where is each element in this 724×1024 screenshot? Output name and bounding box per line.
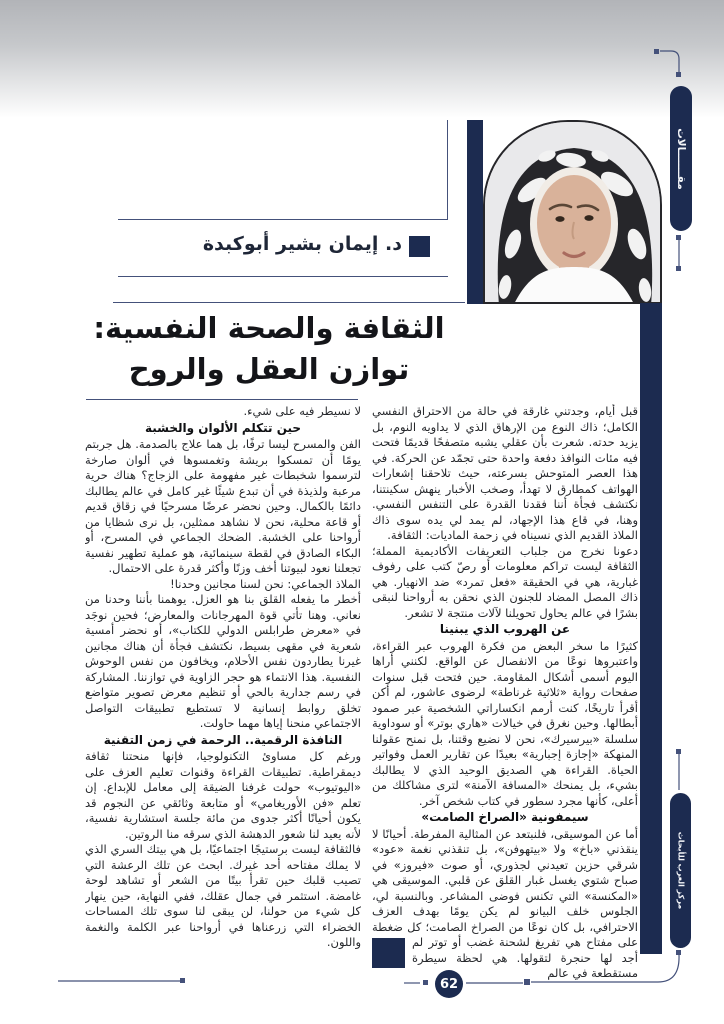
- body-paragraph: ورغم كل مساوئ التكنولوجيا، فإنها منحتنا ثقافة ديمقراطية. تطبيقات القراءة وقنوات تعليم العزف على «اليوتيوب» حولت غرفنا الضيقة إلى معامل للإبداع. إن تعلم «فن الأوريغامي» أو متابعة وثائقي عن النجوم قد يكون أحيانًا أكثر جدوى من مائة جلسة استشارية نفسية، لأنه يعيد لنا شعور الدهشة الذي سرقه منا الروتين.: [85, 749, 361, 841]
- divider-line: [447, 120, 448, 220]
- article-column-right: [372, 404, 638, 981]
- author-name: د. إيمان بشير أبوكبدة: [202, 233, 402, 255]
- article-column-left: [85, 404, 361, 1007]
- page-number-badge: [435, 970, 463, 998]
- section-heading: حين تتكلم الألوان والخشبة: [144, 420, 302, 435]
- author-photo: [483, 120, 662, 304]
- divider-line: [113, 302, 465, 303]
- body-paragraph: لا نسيطر فيه على شيء.: [243, 404, 361, 418]
- tab-articles-section: [670, 86, 692, 231]
- article-title-line2: توازن العقل والروح: [128, 352, 410, 386]
- tab-publisher-label: مركز العرب للأبحاث: [676, 831, 685, 910]
- body-paragraph: أما عن الموسيقى، فلنبتعد عن المثالية المفرطة. أحيانًا لا ينقذني «باخ» ولا «بيتهوفن»، بل تنقذني نغمة «عود» شرقي حزين تعيدني لجذوري، أو صوت «فيروز» في صباح شتوي يغسل غبار القلق عن قلبي. الموسيقى هي «المكنسة» التي تكنس فوضى المشاعر. وبالنسبة لي، الجلوس خلف البيانو لم يكن يومًا بهدف العزف الاحترافي، بل كان نوعًا من الصراخ الصامت؛ كل ضغطة على مفتاح هي تفريغ لشحنة غضب أو توتر لم أجد لها حنجرة لتقولها. هي لحظة سيطرة مستقطعة في عالم: [372, 826, 638, 980]
- divider-line: [118, 276, 448, 277]
- divider-line: [118, 219, 448, 220]
- vertical-accent-bar-photo: [467, 120, 483, 304]
- author-bullet-square: [409, 236, 430, 257]
- body-paragraph: دعونا نخرج من جلباب التعريفات الأكاديمية المملة؛ الثقافة ليست تراكم معلومات أو رصّ كتب على رفوف غبارية، هي في الحقيقة «فعل تمرد» ضد الانهيار. هي ذاك المصل المضاد للجنون الذي نحقن به أرواحنا لنبقى بشرًا في عالم يحاول تحويلنا لآلات منتجة لا تشعر.: [372, 543, 638, 620]
- tab-publisher: [670, 793, 691, 948]
- end-of-article-square: [372, 938, 405, 968]
- body-paragraph: الفن والمسرح ليسا ترفًا، بل هما علاج بالصدمة. هل جربتم يومًا أن تمسكوا بريشة وتغمسوها في ألوان صارخة لترسموا شخبطات غير مفهومة على الزجاج؟ هناك حرية مرعبة ولذيذة في أن تبدع شيئًا غير كامل في عالم يطالبك دائمًا بالكمال. وحين نحضر عرضًا مسرحيًا في زقاق قديم أو قاعة محلية، نحن لا نشاهد ممثلين، بل نرى شظايا من أرواحنا على الخشبة. الضحك الجماعي في المسرح، أو البكاء الصادق في لقطة سينمائية، هو عملية تطهير نفسية تجعلنا نعود لبيوتنا أخف وزنًا وأكثر قدرة على الاحتمال.: [85, 437, 361, 575]
- article-title: [85, 308, 453, 390]
- divider-line: [86, 399, 358, 400]
- body-paragraph: كثيرًا ما سخر البعض من فكرة الهروب عبر القراءة، واعتبروها نوعًا من الانفصال عن الواقع. لكنني أراها اليوم أسمى أشكال المقاومة. حين فتحت قبل سنوات صفحات رواية «ثلاثية غرناطة» لرضوى عاشور، لم أكن أقرأ تاريخًا، كنت أرمم انكساراتي الشخصية عبر صمود أبطالها. وحين نغرق في خيالات «هاري بوتر» أو سوداوية سلسلة «بيرسيرك»، نحن لا نضيع وقتنا، بل نمنح عقولنا المنهكة «إجازة إجبارية» بعيدًا عن تقارير العمل وفواتير الحياة. القراءة هي الصديق الوحيد الذي لا يطالبك بشيء، بل يمنحك «المسافة الآمنة» لترى مشاكلك من أعلى، كأنها مجرد سطور في كتاب شخص آخر.: [372, 638, 638, 808]
- article-title-line1: الثقافة والصحة النفسية:: [93, 311, 445, 345]
- body-paragraph: أخطر ما يفعله القلق بنا هو العزل. يوهمنا بأننا وحدنا من نعاني. وهنا تأتي قوة المهرجانات والمعارض؛ فحين نوجَد في «معرض طرابلس الدولي للكتاب»، أو نحضر أمسية شعرية في مقهى بسيط، نكتشف فجأة أن هناك مجانين غيرنا يطاردون نفس الأحلام، ويخافون من نفس الوحوش النفسية. هذا الانتماء هو حجر الزاوية في توازننا. المشاركة في رسم جدارية بالحي أو تنظيم معرض تصوير متواضع تخلق روابط إنسانية لا تستطيع تطبيقات التواصل الاجتماعي منحنا إياها مهما حاولت.: [85, 592, 361, 730]
- body-paragraph: فالثقافة ليست برستيجًا اجتماعيًا، بل هي بيتك السري الذي لا يملك مفتاحه أحد غيرك. ابحث عن تلك الرعشة التي تصيب قلبك حين تقرأ بيتًا من الشعر أو تشاهد لوحة غامضة. استثمر في جمال عقلك، ففي النهاية، حين ينهار كل شيء من حولنا، لن يبقى لنا سوى تلك المساحات الخضراء التي زرعناها في أرواحنا عبر الكلمة والنغمة واللون.: [85, 842, 361, 949]
- section-heading: عن الهروب الذي يبنينا: [439, 622, 571, 636]
- page-number: 62: [439, 976, 459, 992]
- body-paragraph: قبل أيام، وجدتني غارقة في حالة من الاحتراق النفسي الكامل؛ ذاك النوع من الإرهاق الذي لا يداويه النوم، بل يزيد حدته. شعرت بأن عقلي يشبه متصفحًا قديمًا فتحت فيه مئات النوافذ دفعة واحدة حتى تجمّد عن الحركة. في هذا العصر المتوحش بسرعته، حيث تلاحقنا إشعارات الهواتف كمطارق لا تهدأ، وصخب الأخبار ينهش سكينتنا، نكتشف فجأة أننا فقدنا القدرة على التنفس النفسي. وهنا، في قاع هذا الإجهاد، لم يمد لي يده سوى ذاك الملاذ القديم الذي نسيناه في زحمة الماديات: الثقافة.: [372, 404, 638, 542]
- portrait-illustration: [485, 122, 662, 304]
- section-heading: سيمفونية «الصراخ الصامت»: [421, 810, 589, 824]
- tab-articles-label: مقـــــــالات: [675, 127, 687, 190]
- vertical-accent-bar-column: [640, 303, 662, 954]
- top-gradient-band: [0, 0, 724, 118]
- body-paragraph: الملاذ الجماعي: نحن لسنا مجانين وحدنا!: [170, 576, 361, 591]
- section-heading: النافذة الرقمية.. الرحمة في زمن التقنية: [103, 732, 343, 747]
